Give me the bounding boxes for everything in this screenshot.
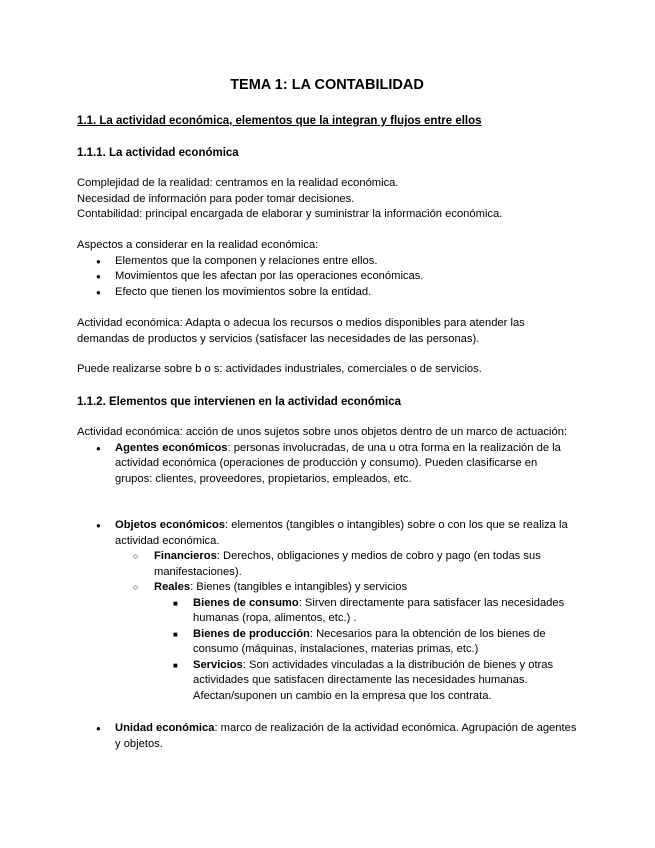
- term: Reales: [154, 581, 191, 593]
- realizarse-text: Puede realizarse sobre b o s: actividades industriales, comerciales o de servicios.: [77, 363, 482, 375]
- objetos-block: [77, 518, 577, 704]
- definition: : Sirven directamente para satisfacer las necesidades humanas (ropa, alimentos, etc.) .: [193, 596, 565, 624]
- intro-line: Complejidad de la realidad: centramos en la realidad económica.: [77, 177, 399, 189]
- actuacion-text: Actividad económica: acción de unos sujetos sobre unos objetos dentro de un marco de actuación:: [77, 426, 568, 438]
- list-item-agentes: [77, 441, 577, 488]
- aspects-heading: Aspectos a considerar en la realidad económica:: [77, 239, 319, 251]
- definition: : personas involucradas, de una u otra forma en la realización de la actividad económica (operaciones de producción y consumo). Pueden clasificarse en grupos: clientes, proveedores, propietarios, empleados, etc.: [115, 441, 561, 485]
- aspects-list: [77, 254, 577, 301]
- list-item-produccion: [154, 627, 577, 658]
- elements-list: [77, 441, 577, 488]
- definition: : Derechos, obligaciones y medios de cobro y pago (en todas sus manifestaciones).: [154, 550, 541, 578]
- list-item: ● Movimientos que les afectan por las operaciones económicas.: [77, 269, 577, 285]
- term: Unidad económica: [115, 722, 215, 734]
- list-item: ● Efecto que tienen los movimientos sobre la entidad.: [77, 285, 577, 301]
- elements-list: [77, 518, 577, 704]
- term: Bienes de producción: [193, 627, 310, 640]
- aspects-block: [77, 238, 577, 300]
- list-item-servicios: [154, 658, 577, 705]
- actividad-definition-text: Actividad económica: Adapta o adecua los recursos o medios disponibles para atender las demandas de productos y servicios (satisfacer las necesidades de las personas).: [77, 317, 525, 345]
- definition: : Necesarios para la obtención de los bienes de consumo (máquinas, instalaciones, materias primas, etc.): [193, 627, 546, 655]
- objetos-sublist: [115, 549, 577, 704]
- term: Servicios: [193, 658, 243, 671]
- actuacion-paragraph: [77, 425, 577, 487]
- term: Financieros: [154, 550, 217, 562]
- term: Bienes de consumo: [193, 596, 299, 609]
- realizarse-paragraph: [77, 362, 577, 378]
- definition: : marco de realización de la actividad económica. Agrupación de agentes y objetos.: [115, 722, 577, 750]
- list-item-objetos: [77, 518, 577, 704]
- list-item-unidad: [77, 721, 577, 752]
- intro-line: Contabilidad: principal encargada de elaborar y suministrar la información económica.: [77, 208, 503, 220]
- definition: : Son actividades vinculadas a la distribución de bienes y otras actividades que satisfacen directamente las necesidades humanas. Afectan/suponen un cambio en la empresa que los contrata.: [193, 658, 554, 702]
- intro-paragraph: [77, 176, 577, 223]
- list-item: ● Elementos que la componen y relaciones entre ellos.: [77, 254, 577, 270]
- section-heading-1-1: 1.1. La actividad económica, elementos que la integran y flujos entre ellos: [77, 115, 482, 127]
- list-item-reales: [115, 580, 577, 704]
- term: Agentes económicos: [115, 441, 228, 454]
- definition: : Bienes (tangibles e intangibles) y servicios: [190, 581, 408, 593]
- term: Objetos económicos: [115, 519, 226, 531]
- page-title: TEMA 1: LA CONTABILIDAD: [230, 77, 424, 93]
- reales-sublist: [154, 596, 577, 705]
- list-item-financieros: [115, 549, 577, 580]
- intro-line: Necesidad de información para poder tomar decisiones.: [77, 192, 355, 205]
- unidad-block: [77, 721, 577, 752]
- actividad-definition: [77, 316, 577, 347]
- list-item-consumo: [154, 596, 577, 627]
- elements-list: [77, 721, 577, 752]
- definition: : elementos (tangibles o intangibles) sobre o con los que se realiza la actividad económica.: [115, 519, 568, 547]
- section-heading-1-1-2: 1.1.2. Elementos que intervienen en la actividad económica: [77, 396, 402, 408]
- section-heading-1-1-1: 1.1.1. La actividad económica: [77, 147, 239, 159]
